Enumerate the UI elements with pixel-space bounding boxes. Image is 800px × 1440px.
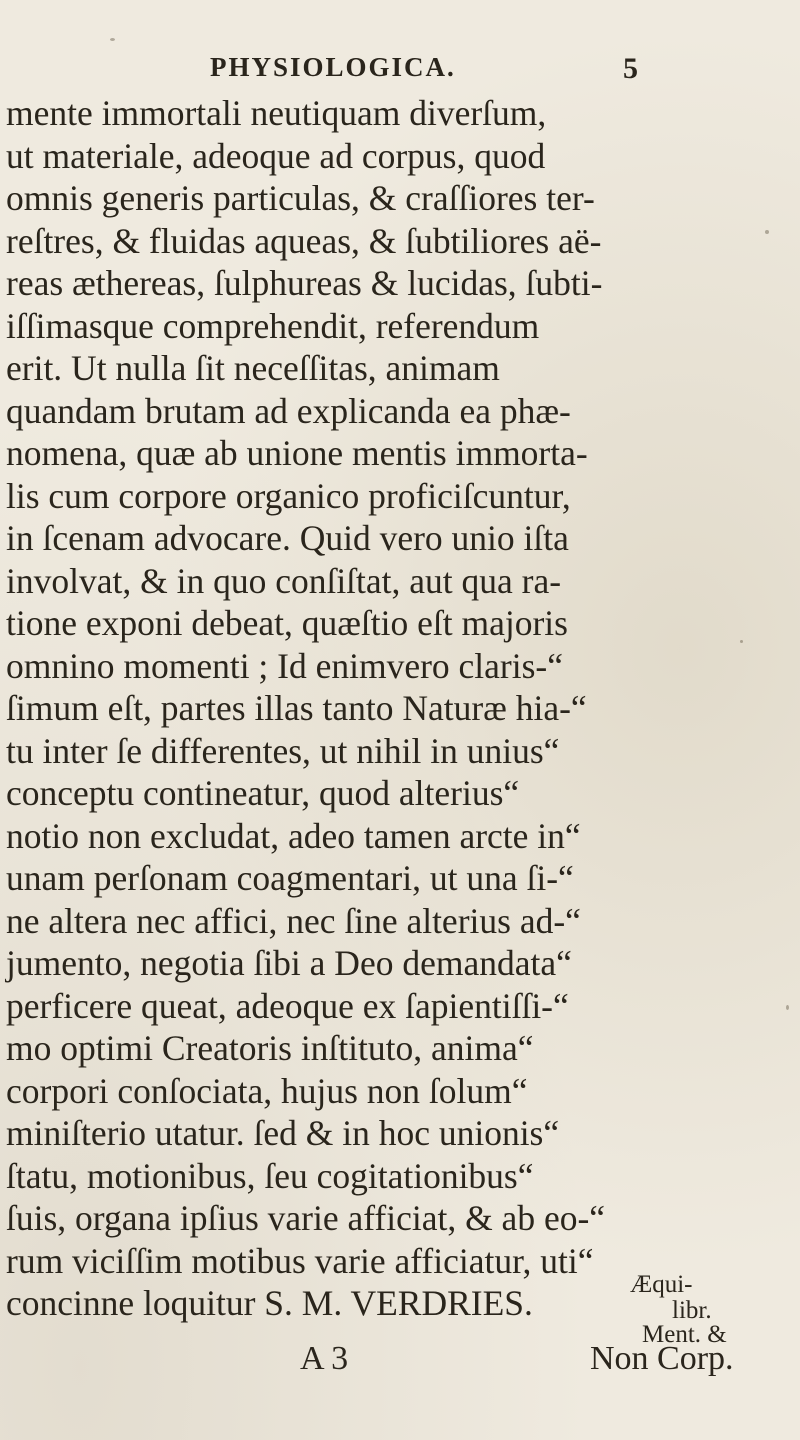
text-line: jumento, negotia ſibi a Deo demandata“	[6, 943, 572, 983]
text-line: rum viciſſim motibus varie afficiatur, uti“	[6, 1240, 594, 1281]
text-line: ſtatu, motionibus, ſeu cogitationibus“	[6, 1155, 534, 1196]
text-line: in ſcenam advocare. Quid vero unio iſta	[6, 518, 569, 558]
text-line: ſuis, organa ipſius varie afficiat, & ab eo-“	[6, 1198, 606, 1238]
text-line: ut materiale, adeoque ad corpus, quod	[6, 135, 546, 176]
text-line: omnino momenti ; Id enimvero claris-“	[6, 645, 564, 686]
signature-mark: A 3	[300, 1340, 349, 1377]
text-line: conceptu contineatur, quod alterius“	[6, 773, 520, 813]
paper-speck	[765, 230, 769, 234]
text-line: notio non excludat, adeo tamen arcte in“	[6, 815, 581, 856]
text-line: erit. Ut nulla ſit neceſſitas, animam	[6, 348, 500, 388]
text-line: lis cum corpore organico proficiſcuntur,	[6, 475, 571, 516]
text-line: iſſimasque comprehendit, referendum	[6, 305, 540, 346]
text-line: tione exponi debeat, quæſtio eſt majoris	[6, 603, 568, 643]
text-line: unam perſonam coagmentari, ut una ſi-“	[6, 858, 574, 898]
text-line: ſimum eſt, partes illas tanto Naturæ hia-“	[6, 688, 587, 728]
margin-note-1: Æqui-	[630, 1271, 693, 1298]
text-line: nomena, quæ ab unione mentis immorta-	[6, 433, 588, 473]
text-line: ne altera nec affici, nec ſine alterius ad-“	[6, 900, 581, 941]
text-line: corpori conſociata, hujus non ſolum“	[6, 1070, 528, 1111]
text-line: mo optimi Creatoris inſtituto, anima“	[6, 1028, 534, 1068]
margin-note-3: Ment. &	[642, 1321, 727, 1348]
catchword: Non Corp.	[590, 1340, 734, 1377]
text-line: perficere queat, adeoque ex ſapientiſſi-“	[6, 985, 569, 1026]
paper-speck	[740, 640, 743, 643]
page-number: 5	[623, 52, 640, 85]
margin-note-2: libr.	[672, 1297, 712, 1324]
body-text	[6, 92, 706, 1325]
text-line: omnis generis particulas, & craſſiores ter-	[6, 178, 595, 218]
running-head-title: PHYSIOLOGICA.	[210, 52, 456, 82]
text-line: involvat, & in quo conſiſtat, aut qua ra-	[6, 560, 562, 601]
page-footer	[0, 1340, 800, 1380]
paper-speck	[110, 38, 115, 41]
text-line-last: concinne loquitur S. M. VERDRIES.	[6, 1283, 533, 1323]
paper-speck	[786, 1005, 789, 1010]
text-line: reas æthereas, ſulphureas & lucidas, ſubti-	[6, 263, 603, 303]
text-line: mente immortali neutiquam diverſum,	[6, 93, 547, 133]
text-line: quandam brutam ad explicanda ea phæ-	[6, 390, 571, 431]
text-line: reſtres, & fluidas aqueas, & ſubtiliores aë-	[6, 220, 602, 261]
text-line: tu inter ſe differentes, ut nihil in unius“	[6, 730, 560, 771]
running-head	[180, 48, 640, 88]
text-line: miniſterio utatur. ſed & in hoc unionis“	[6, 1113, 560, 1153]
